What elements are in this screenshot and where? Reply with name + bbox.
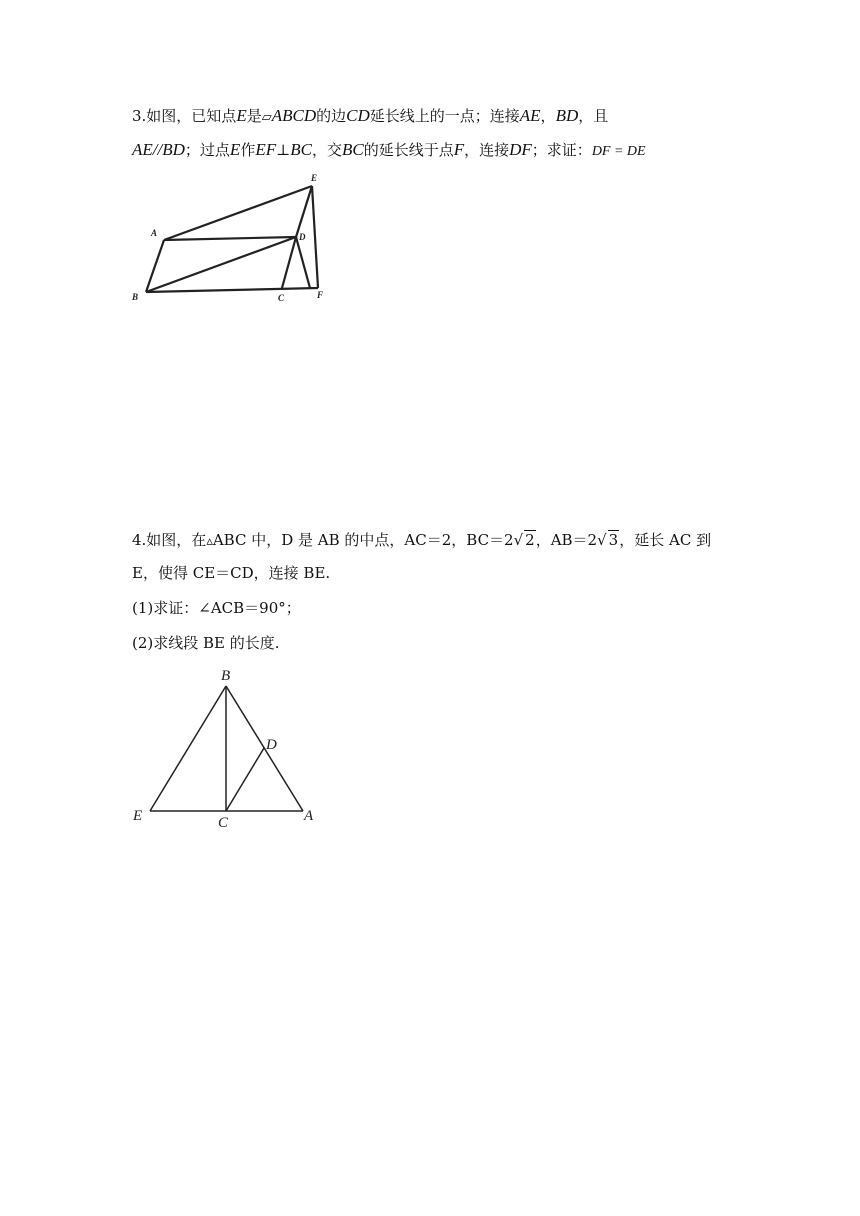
text: 的延长线于点 — [363, 141, 454, 159]
math: // — [152, 140, 163, 159]
text: 4.如图，在 — [132, 531, 207, 549]
label-B: B — [221, 668, 231, 684]
text: ；求证： — [531, 141, 592, 159]
point-label: E — [236, 106, 247, 125]
sqrt: √ 3 — [597, 531, 619, 549]
label-B: B — [132, 292, 139, 302]
text: ，连接 — [464, 141, 510, 159]
text: ，AB＝2 — [535, 531, 598, 549]
radicand: 2 — [525, 531, 535, 549]
perp-symbol: ⊥ — [276, 141, 291, 159]
math: EF — [255, 140, 277, 159]
label-E: E — [133, 808, 143, 824]
math: ABCD — [271, 106, 317, 125]
text: 延长线上的一点；连接 — [369, 107, 520, 125]
label-C: C — [278, 293, 285, 303]
text: ，延长 AC 到 — [619, 531, 712, 549]
problem4-part2: (2)求线段 BE 的长度. — [132, 634, 280, 652]
problem4-line2: E，使得 CE＝CD，连接 BE. — [132, 564, 331, 582]
text: 是 — [246, 107, 262, 125]
parallelogram-symbol: ▱ — [261, 110, 272, 125]
math: DF — [509, 140, 532, 159]
text: ABC 中，D 是 AB 的中点，AC＝2，BC＝2 — [212, 531, 514, 549]
triangle-symbol: ▵ — [206, 534, 213, 549]
math: BC — [290, 140, 312, 159]
math: DF = DE — [591, 144, 646, 159]
label-D: D — [266, 737, 277, 753]
math: BD — [555, 106, 579, 125]
label-F: F — [317, 290, 324, 300]
segment-CD — [226, 748, 264, 811]
radicand: 3 — [608, 531, 619, 549]
text: ，且 — [578, 107, 609, 125]
text: ， — [540, 107, 556, 125]
label-D: D — [299, 232, 306, 242]
text: ；过点 — [184, 141, 230, 159]
math: BC — [341, 140, 364, 159]
problem4-part1: (1)求证：∠ACB＝90°； — [132, 599, 301, 617]
label-C: C — [218, 815, 229, 831]
sqrt: √ 2 — [513, 531, 535, 549]
text: 作 — [240, 141, 256, 159]
math: E — [229, 140, 241, 159]
segment-EB — [150, 686, 226, 811]
text: 的边 — [316, 107, 347, 125]
math: F — [453, 140, 465, 159]
label-E: E — [311, 173, 318, 183]
math: AE — [519, 106, 541, 125]
math: CD — [346, 106, 370, 125]
label-A: A — [304, 808, 314, 824]
math: AE — [132, 140, 153, 159]
text: ，交 — [311, 141, 342, 159]
text: 3.如图，已知点 — [132, 107, 237, 125]
label-A: A — [151, 228, 158, 238]
math: BD — [162, 140, 185, 159]
